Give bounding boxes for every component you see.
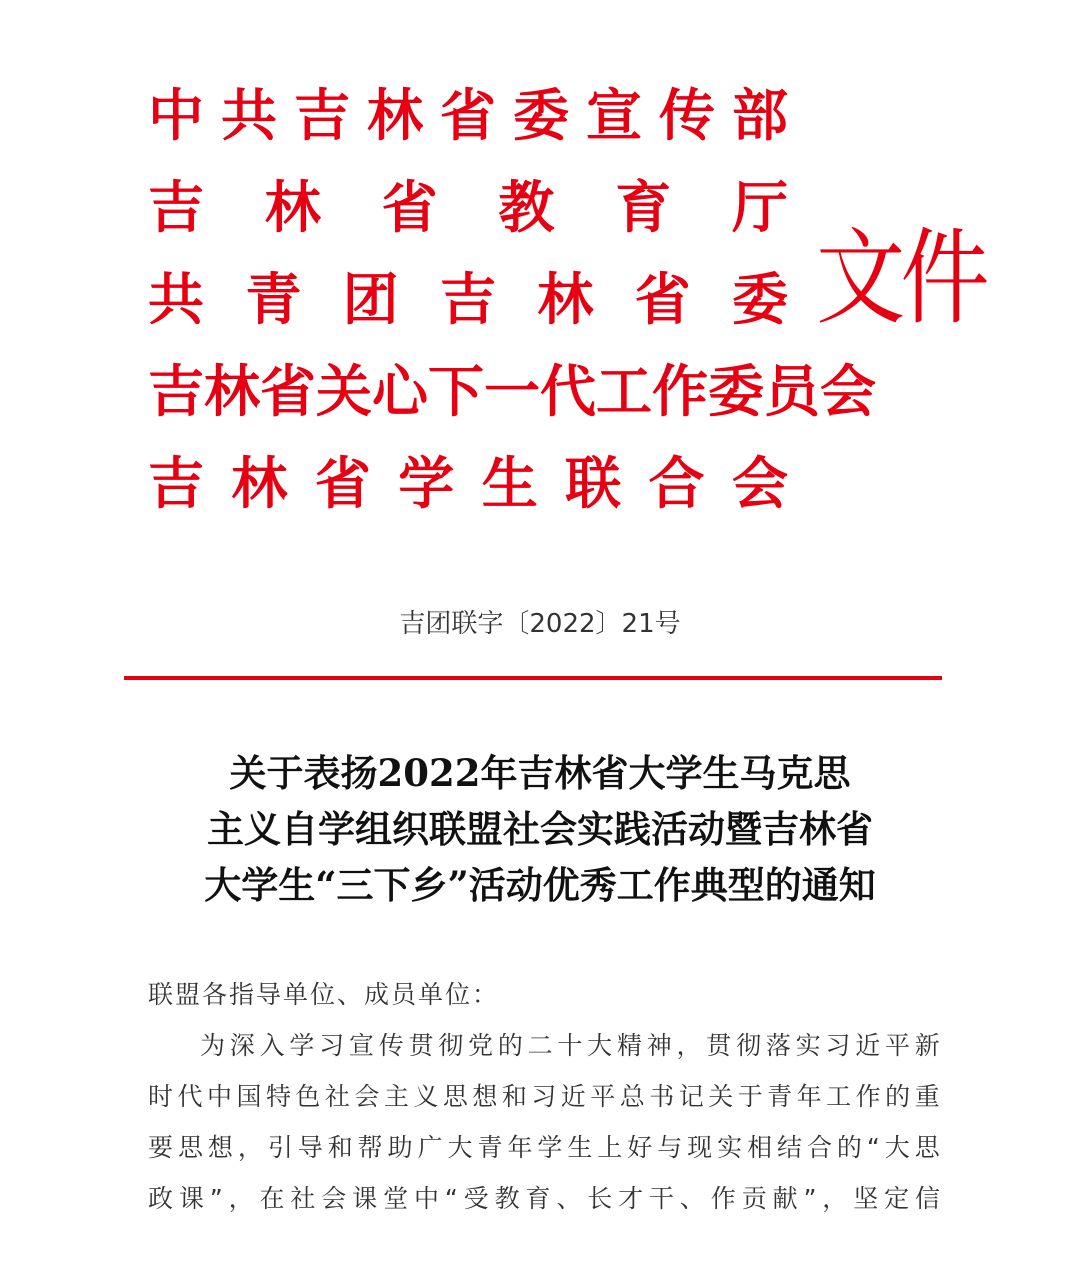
body-line-4: 政 课 ” ， 在 社 会 课 堂 中 “ 受 教 育 、 长 才 干 、 作 贡 献 ” ， 坚 定 信 (148, 1184, 940, 1213)
title-line-2: 主义自学组织联盟社会实践活动暨吉林省 (207, 807, 873, 851)
issuer-line-5: 吉 林 省 学 生 联 合 会 (148, 451, 788, 517)
salutation: 联盟各指导单位、成员单位： (148, 980, 500, 1009)
title-line-3: 大学生“三下乡”活动优秀工作典型的通知 (204, 863, 876, 907)
body-paragraph (148, 1020, 940, 1224)
body-line-2: 时 代 中 国 特 色 社 会 主 义 思 想 和 习 近 平 总 书 记 关 于 青 年 工 作 的 重 (148, 1082, 940, 1111)
issuer-block (148, 70, 876, 530)
body-line-3: 要 思 想 ， 引 导 和 帮 助 广 大 青 年 学 生 上 好 与 现 实 相 结 合 的 “ 大 思 (148, 1133, 940, 1162)
issuer-line-2: 吉 林 省 教 育 厅 (148, 175, 788, 241)
document-suffix: 文件 (816, 217, 985, 339)
red-separator-line (124, 676, 942, 680)
issuer-line-1: 中 共 吉 林 省 委 宣 传 部 (148, 83, 788, 149)
issuer-line-4: 吉 林 省 关 心 下 一 代 工 作 委 员 会 (148, 359, 876, 425)
notice-title (0, 745, 1080, 913)
body-line-1: 为 深 入 学 习 宣 传 贯 彻 党 的 二 十 大 精 神 ， 贯 彻 落 实 习 近 平 新 (200, 1031, 940, 1060)
issuer-line-3: 共 青 团 吉 林 省 委 (148, 267, 788, 333)
title-line-1: 关于表扬2022年吉林省大学生马克思 (229, 751, 851, 795)
document-number: 吉团联字〔2022〕21号 (399, 609, 681, 639)
